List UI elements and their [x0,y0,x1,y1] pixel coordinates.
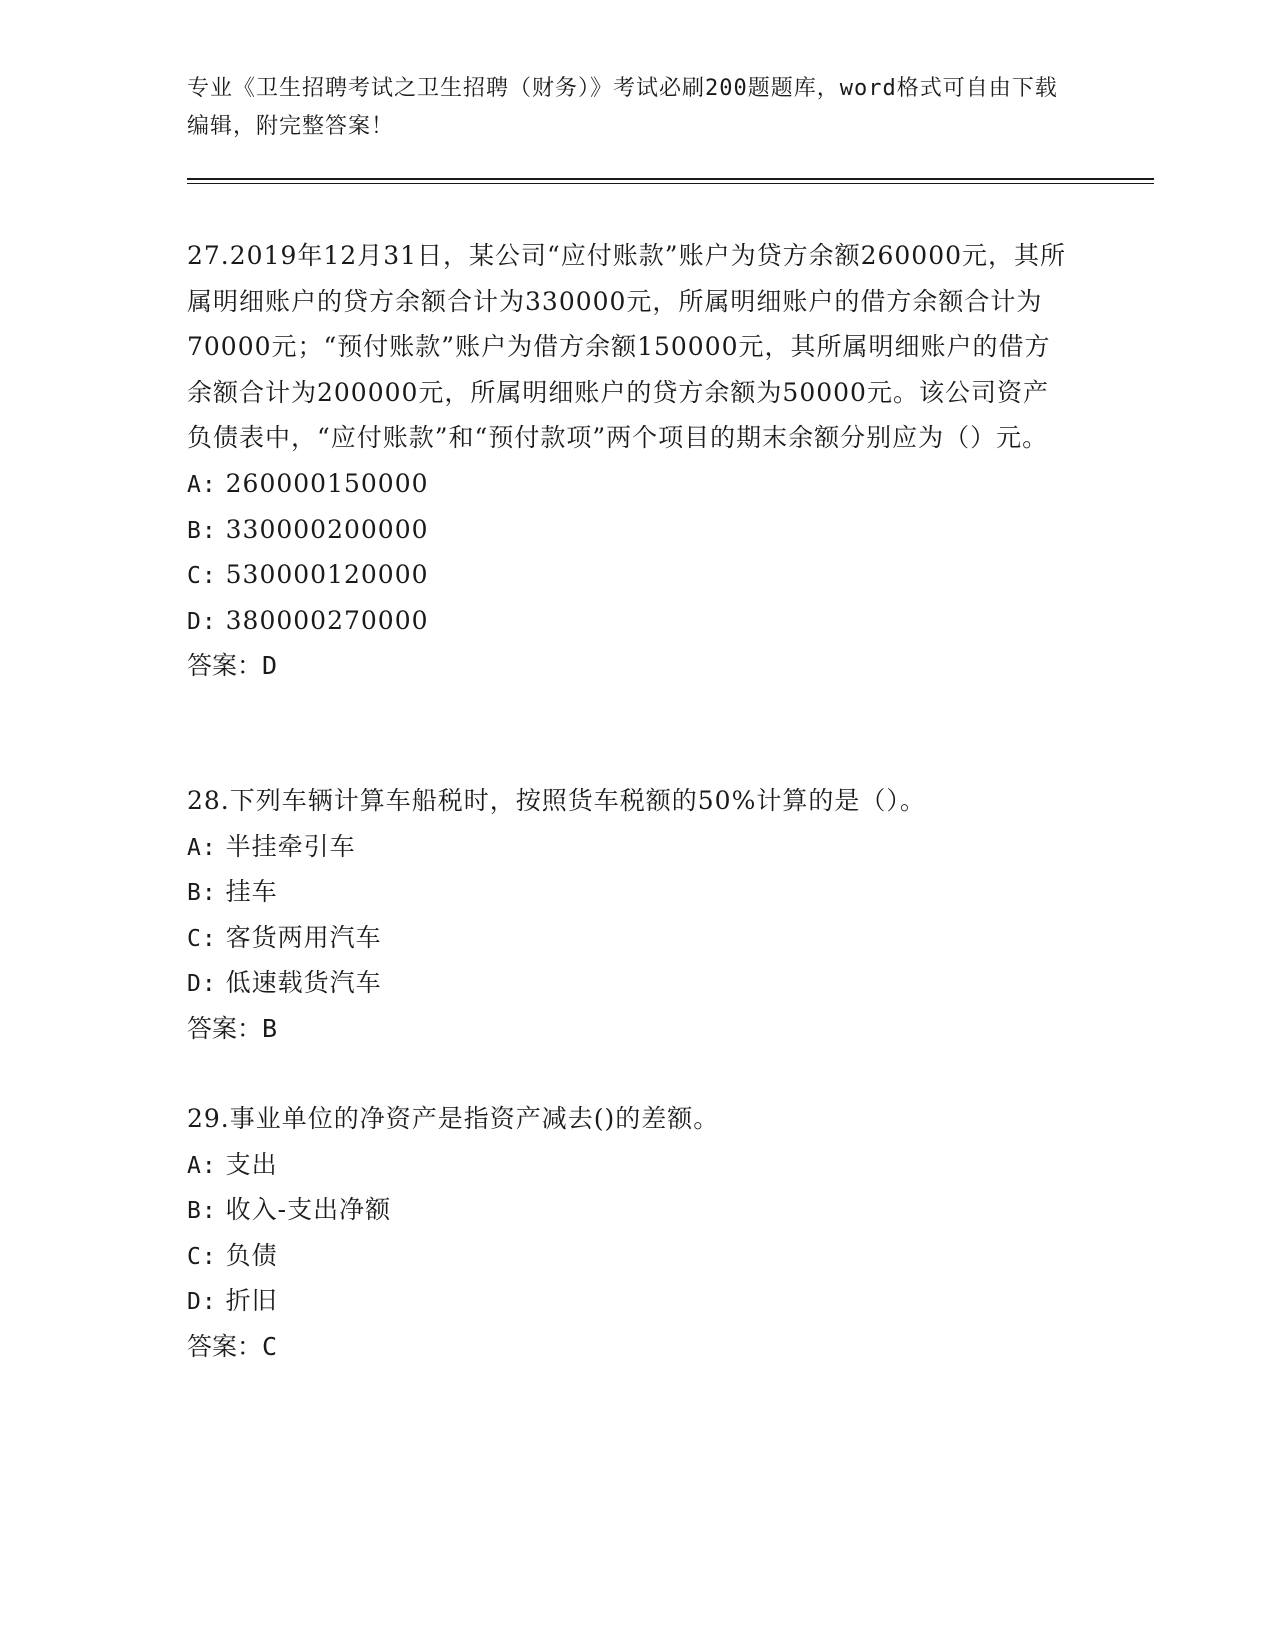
option-d [187,598,1067,644]
answer-label: 答案： [187,1331,263,1361]
option-c [187,915,1067,961]
option-d [187,960,1067,1006]
option-b [187,869,1067,915]
option-text: 380000270000 [225,605,429,635]
answer-line [187,1324,1067,1370]
answer-value: D [262,651,278,681]
question-29 [187,1096,1067,1370]
answer-label: 答案： [187,1013,263,1043]
option-text: 客货两用汽车 [225,922,382,952]
option-text: 挂车 [225,877,278,907]
option-text: 530000120000 [225,560,429,590]
option-a [187,461,1067,507]
option-letter: C: [187,1243,217,1270]
option-letter: A: [187,834,217,861]
question-text: 28.下列车辆计算车船税时，按照货车税额的50%计算的是（）。 [187,786,926,815]
option-letter: C: [187,925,217,952]
answer-value: C [262,1331,278,1361]
option-d [187,1278,1067,1324]
option-a [187,824,1067,870]
document-intro: 专业《卫生招聘考试之卫生招聘（财务）》考试必刷200题题库，word格式可自由下载编辑，附完整答案！ [187,76,1058,139]
option-b [187,1187,1067,1233]
option-c [187,552,1067,598]
option-letter: D: [187,1289,217,1316]
option-letter: A: [187,471,217,498]
option-a [187,1142,1067,1188]
option-text: 260000150000 [225,468,429,498]
answer-value: B [262,1013,278,1043]
question-text: 29.事业单位的净资产是指资产减去()的差额。 [187,1104,720,1133]
question-text: 27.2019年12月31日，某公司“应付账款”账户为贷方余额260000元，其所属明细账户的贷方余额合计为330000元，所属明细账户的借方余额合计为70000元；“预付账款”账户为借方余额150000元，其所属明细账户的借方余额合计为200000元，所属明细账户的贷方余额为50000元。该公司资产负债表中，“应付账款”和“预付款项”两个项目的期末余额分别应为（）元。 [187,241,1067,453]
option-letter: C: [187,563,217,590]
question-28 [187,778,1067,1052]
option-text: 半挂牵引车 [225,831,356,861]
option-letter: B: [187,880,217,907]
option-text: 收入-支出净额 [225,1195,392,1225]
answer-line [187,643,1067,689]
option-c [187,1233,1067,1279]
option-text: 负债 [225,1240,278,1270]
option-letter: B: [187,517,217,544]
option-letter: D: [187,608,217,635]
option-letter: A: [187,1152,217,1179]
header-rule-thick [187,178,1154,180]
option-b [187,507,1067,553]
option-letter: B: [187,1198,217,1225]
option-text: 折旧 [225,1286,278,1316]
answer-label: 答案： [187,651,263,681]
question-27 [187,233,1067,689]
option-text: 330000200000 [225,514,429,544]
option-text: 支出 [225,1149,278,1179]
answer-line [187,1006,1067,1052]
header-rule-thin [187,183,1154,184]
option-letter: D: [187,971,217,998]
option-text: 低速载货汽车 [225,968,382,998]
